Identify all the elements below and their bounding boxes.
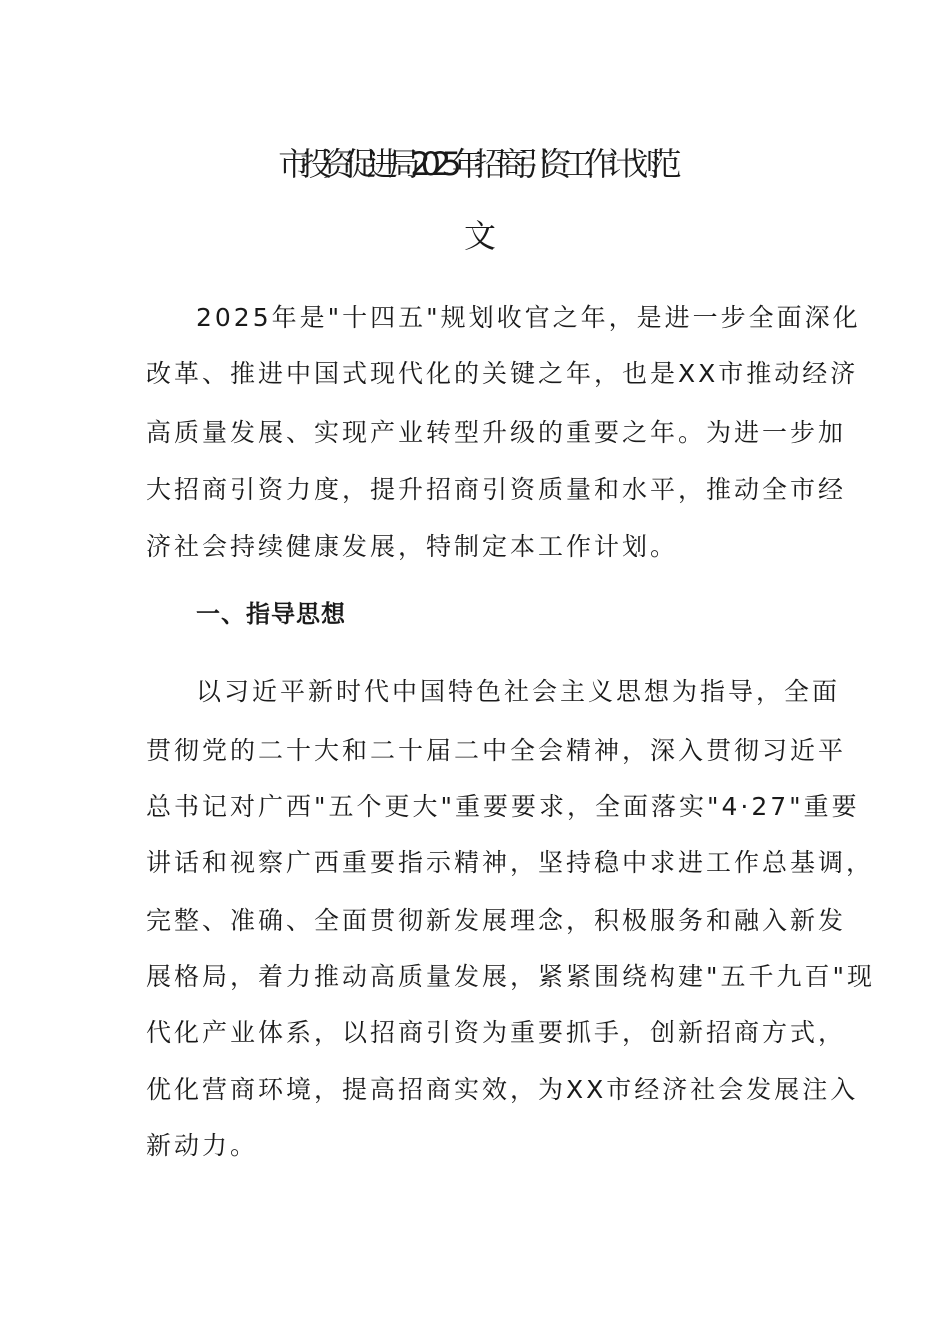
section-paragraph-line: 完整、准确、全面贯彻新发展理念，积极服务和融入新发 bbox=[146, 906, 847, 935]
intro-paragraph-line: 2025年是"十四五"规划收官之年，是进一步全面深化 bbox=[196, 303, 861, 332]
intro-paragraph-line: 大招商引资力度，提升招商引资质量和水平，推动全市经 bbox=[146, 475, 847, 504]
section-paragraph-line: 以习近平新时代中国特色社会主义思想为指导，全面 bbox=[196, 677, 841, 706]
section-heading: 一、指导思想 bbox=[196, 600, 346, 628]
intro-paragraph-line: 济社会持续健康发展，特制定本工作计划。 bbox=[146, 532, 679, 561]
intro-paragraph-line: 改革、推进中国式现代化的关键之年，也是XX市推动经济 bbox=[146, 359, 859, 388]
document-title-line-2: 文 bbox=[463, 217, 486, 255]
section-paragraph-line: 总书记对广西"五个更大"重要要求，全面落实"4·27"重要 bbox=[146, 792, 860, 821]
section-paragraph-line: 新动力。 bbox=[146, 1131, 259, 1160]
document-title-line-1: 市投资促进局2025年招商引资工作计划范 bbox=[278, 145, 672, 183]
section-paragraph-line: 代化产业体系，以招商引资为重要抓手，创新招商方式， bbox=[146, 1018, 847, 1047]
section-paragraph-line: 讲话和视察广西重要指示精神，坚持稳中求进工作总基调， bbox=[146, 848, 875, 877]
section-paragraph-line: 贯彻党的二十大和二十届二中全会精神，深入贯彻习近平 bbox=[146, 736, 847, 765]
intro-paragraph-line: 高质量发展、实现产业转型升级的重要之年。为进一步加 bbox=[146, 418, 847, 447]
section-paragraph-line: 展格局，着力推动高质量发展，紧紧围绕构建"五千九百"现 bbox=[146, 962, 876, 991]
section-paragraph-line: 优化营商环境，提高招商实效，为XX市经济社会发展注入 bbox=[146, 1075, 859, 1104]
